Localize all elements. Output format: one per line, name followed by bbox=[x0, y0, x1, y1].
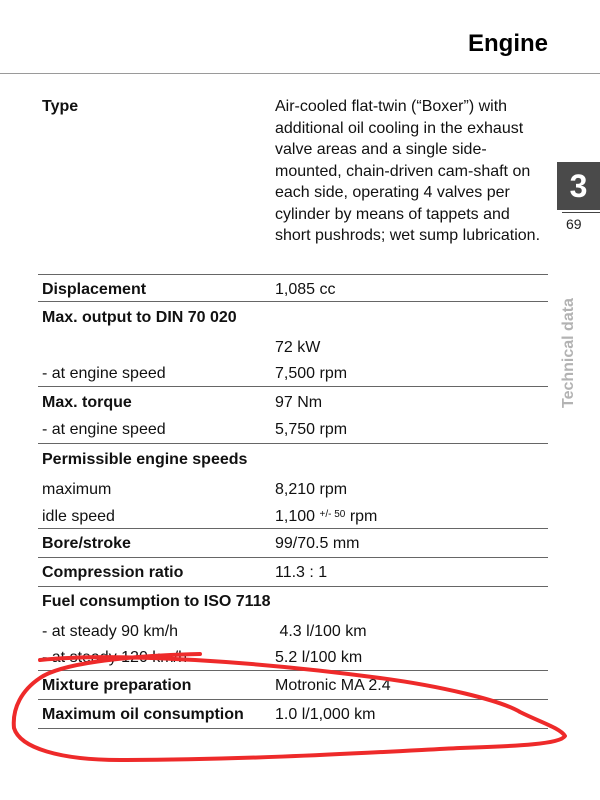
spec-value: 72 kW bbox=[275, 339, 321, 356]
spec-label: - at engine speed bbox=[42, 421, 166, 438]
spec-label: Bore/stroke bbox=[42, 535, 131, 552]
spec-row-mixture bbox=[38, 671, 548, 700]
spec-row-output-value bbox=[38, 330, 548, 358]
spec-row-fuel-120 bbox=[38, 642, 548, 671]
spec-label: Maximum oil consumption bbox=[42, 706, 244, 723]
spec-label: - at engine speed bbox=[42, 365, 166, 382]
spec-row-compression bbox=[38, 558, 548, 587]
spec-row-idle-speed bbox=[38, 500, 548, 529]
spec-row-oil-consumption bbox=[38, 700, 548, 729]
page-number: 69 bbox=[566, 216, 582, 232]
spec-value-idle bbox=[275, 506, 545, 527]
spec-row-engine-speeds bbox=[38, 444, 548, 472]
spec-row-output-speed bbox=[38, 358, 548, 387]
spec-value: 11.3 : 1 bbox=[275, 564, 328, 581]
spec-row-torque-speed bbox=[38, 415, 548, 444]
spec-row-displacement bbox=[38, 275, 548, 302]
page-title: Engine bbox=[467, 30, 548, 57]
spec-value: 8,210 rpm bbox=[275, 481, 348, 498]
spec-label: idle speed bbox=[42, 508, 115, 525]
spec-row-max-output bbox=[38, 302, 548, 330]
spec-row-fuel-consumption bbox=[38, 587, 548, 615]
spec-label: Displacement bbox=[42, 281, 147, 298]
spec-row-max-torque bbox=[38, 387, 548, 415]
spec-label: - at steady 90 km/h bbox=[42, 623, 179, 640]
spec-label-type: Type bbox=[42, 98, 79, 115]
spec-value: 5.2 l/100 km bbox=[275, 649, 363, 666]
idle-value: 1,100 bbox=[275, 508, 316, 525]
spec-label: Permissible engine speeds bbox=[42, 451, 248, 468]
spec-label: Compression ratio bbox=[42, 564, 184, 581]
spec-value: 7,500 rpm bbox=[275, 365, 348, 382]
idle-unit: rpm bbox=[349, 508, 378, 525]
chapter-number-tab: 3 bbox=[557, 162, 600, 210]
section-label: Technical data bbox=[560, 298, 577, 408]
spec-label: maximum bbox=[42, 481, 112, 498]
spec-row-maximum bbox=[38, 472, 548, 500]
spec-label: Fuel consumption to ISO 7118 bbox=[42, 593, 271, 610]
spec-value: Motronic MA 2.4 bbox=[275, 677, 391, 694]
spec-row-fuel-90 bbox=[38, 615, 548, 642]
spec-value: 1,085 cc bbox=[275, 281, 336, 298]
spec-value: 4.3 l/100 km bbox=[275, 623, 367, 640]
spec-label: Mixture preparation bbox=[42, 677, 192, 694]
spec-value: 1.0 l/1,000 km bbox=[275, 706, 376, 723]
spec-label: - at steady 120 km/h bbox=[42, 649, 187, 666]
chapter-divider bbox=[562, 212, 600, 213]
spec-row-type bbox=[38, 96, 548, 275]
spec-value: 97 Nm bbox=[275, 394, 323, 411]
spec-value: 5,750 rpm bbox=[275, 421, 348, 438]
spec-row-bore-stroke bbox=[38, 529, 548, 558]
header-divider bbox=[0, 73, 600, 74]
spec-table bbox=[38, 96, 548, 729]
spec-value-type: Air-cooled flat-twin (“Boxer”) with additional oil cooling in the exhaust valve areas and a single side-mounted, chain-driven cam-shaft on each side, operating 4 valves per cylinder by means of tappets and short pushrods; wet sump lubrication. bbox=[275, 98, 541, 244]
spec-label: Max. torque bbox=[42, 394, 132, 411]
spec-value: 99/70.5 mm bbox=[275, 535, 360, 552]
spec-label: Max. output to DIN 70 020 bbox=[42, 309, 237, 326]
idle-tolerance: +/- 50 bbox=[319, 509, 346, 520]
